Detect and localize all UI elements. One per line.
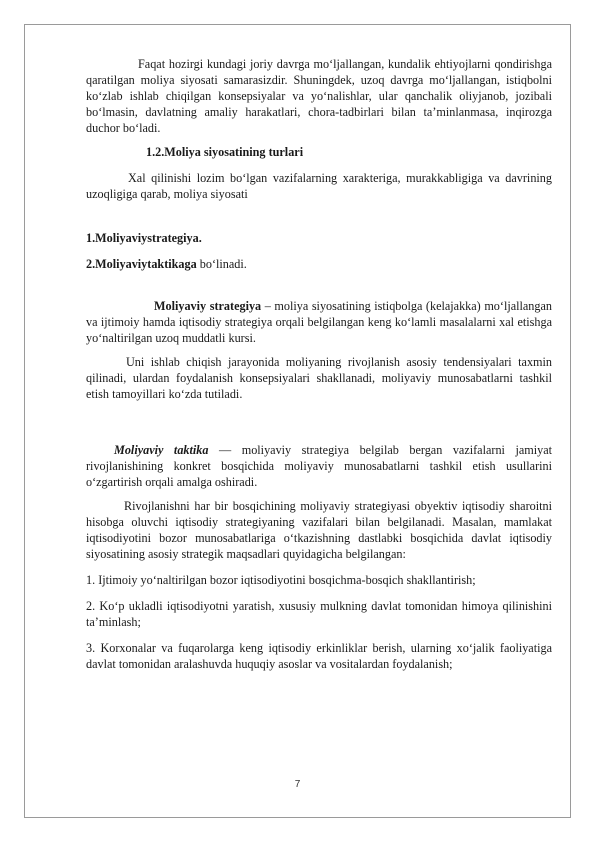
list-item-tactics-rest: bo‘linadi. [196,257,247,271]
list-item-tactics [86,256,552,272]
paragraph-strategy-definition [86,298,552,346]
definition-tactics: — moliyaviy strategiya belgilab bergan vazifalarni jamiyat rivojlanishining konkret bosqichida moliyaviy munosabatlarni tashkil etish usullarini o‘zgartirish orqali amalga oshiradi. [86,443,552,489]
paragraph-strategy-details: Uni ishlab chiqish jarayonida moliyaning rivojlanish asosiy tendensiyalari taxmin qilinadi, ulardan foydalanish konsepsiyalari shakllanadi, moliyaviy munosabatlarni tashkil etish tamoyillari ko‘zda tutiladi. [86,355,552,401]
list-item-goal-2: 2. Ko‘p ukladli iqtisodiyotni yaratish, xususiy mulkning davlat tomonidan himoya qilinishini ta’minlash; [86,599,552,629]
document-body [86,56,552,672]
paragraph-types-intro: Xal qilinishi lozim bo‘lgan vazifalarning xarakteriga, murakkabligiga va davrining uzoqligiga qarab, moliya siyosati [86,171,552,201]
list-item-goal-1: 1. Ijtimoiy yo‘naltirilgan bozor iqtisodiyotini bosqichma-bosqich shakllantirish; [86,573,476,587]
term-tactics: Moliyaviy taktika [114,443,209,457]
paragraph-tactics-definition [86,442,552,490]
paragraph-intro: Faqat hozirgi kundagi joriy davrga mo‘ljallangan, kundalik ehtiyojlarni qondirishga qaratilgan moliya siyosati samarasizdir. Shuningdek, uzoq davrga mo‘ljallangan, istiqbolni ko‘zlab ishlab chiqilgan konsepsiyalar va yo‘nalishlar, ular qanchalik oliyjanob, jozibali bo‘lmasin, davlatning amaliy harakatlari, chora-tadbirlari bilan ta’minlanmasa, inqirozga duchor bo‘ladi. [86,57,552,135]
list-item-strategy: 1.Moliyaviystrategiya. [86,231,202,245]
section-heading: 1.2.Moliya siyosatining turlari [146,145,304,159]
list-item-goal-3: 3. Korxonalar va fuqarolarga keng iqtisodiy erkinliklar berish, ularning xo‘jalik faoliyatiga davlat tomonidan aralashuvda huquqiy asoslar va vositalardan foydalanish; [86,641,552,671]
list-item-tactics-term: 2.Moliyaviytaktikaga [86,257,197,271]
page-number: 7 [294,779,301,790]
paragraph-stages: Rivojlanishni har bir bosqichining moliyaviy strategiyasi obyektiv iqtisodiy sharoitni hisobga oluvchi iqtisodiy strategiyaning vazifalari bilan belgilanadi. Masalan, mamlakat iqtisodiyotini bozor munosabatlariga o‘tkazishning dastlabki bosqichida davlat iqtisodiy siyosatining asosiy strategik maqsadlari quyidagicha belgilangan: [86,499,552,561]
term-strategy: Moliyaviy strategiya [154,299,262,313]
definition-strategy: – moliya siyosatining istiqbolga (kelajakka) mo‘ljallangan va ijtimoiy hamda iqtisodiy strategiya orqali belgilangan keng ko‘lamli masalalarni xal etishga yo‘naltirilgan uzoq muddatli kursi. [86,299,553,345]
